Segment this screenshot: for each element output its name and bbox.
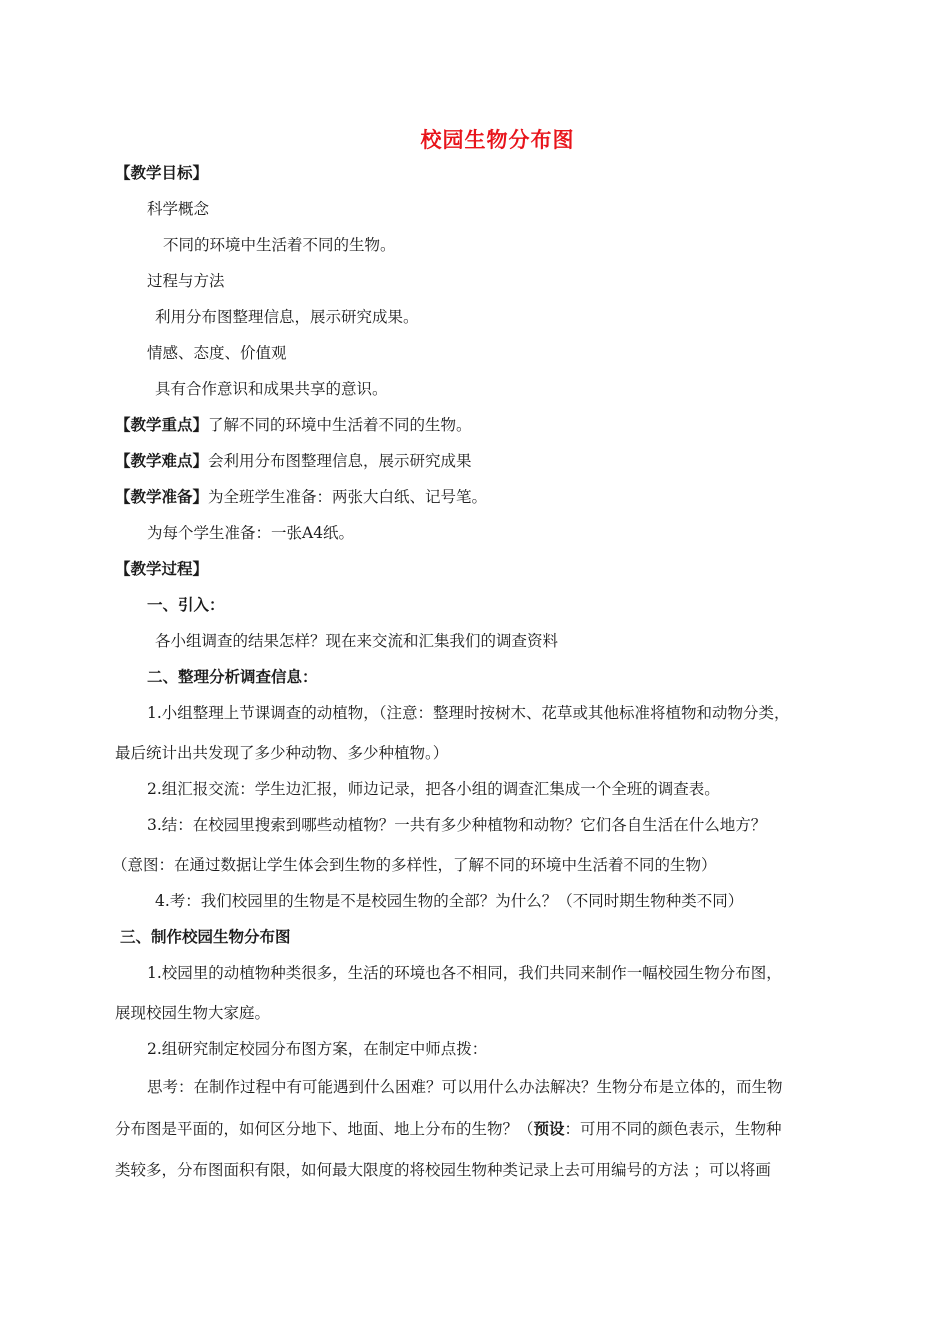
presupposition-label: 预设: [533, 1120, 565, 1138]
section-2-item-3-note: （意图：在通过数据让学生体会到生物的多样性，了解不同的环境中生活着不同的生物）: [112, 856, 717, 874]
preparation-line: [115, 487, 487, 507]
attitude-label: 情感、态度、价值观: [147, 344, 287, 362]
preparation-text: 为全班学生准备：两张大白纸、记号笔。: [208, 488, 488, 506]
section-2-item-1b: 最后统计出共发现了多少种动物、多少种植物。）: [115, 744, 449, 762]
process-label: 过程与方法: [147, 272, 225, 290]
concept-label: 科学概念: [147, 200, 210, 218]
preparation-heading: 【教学准备】: [115, 488, 209, 506]
section-3-think-b-part2: ：可用不同的颜色表示，生物种: [564, 1120, 782, 1138]
section-3-item-1a: 1.校园里的动植物种类很多，生活的环境也各不相同，我们共同来制作一幅校园生物分布图，: [147, 964, 782, 982]
section-3-heading: 三、制作校园生物分布图: [120, 928, 291, 946]
difficulty-text: 会利用分布图整理信息，展示研究成果: [208, 452, 472, 470]
key-point-line: [115, 415, 472, 435]
document-title: 校园生物分布图: [420, 128, 575, 152]
section-2-item-3: 3.结：在校园里搜索到哪些动植物？一共有多少种植物和动物？它们各自生活在什么地方？: [147, 816, 767, 834]
intro-heading: 一、引入：: [147, 596, 225, 614]
section-3-item-1b: 展现校园生物大家庭。: [115, 1004, 271, 1022]
section-2-item-2: 2.组汇报交流：学生边汇报，师边记录，把各小组的调查汇集成一个全班的调查表。: [147, 780, 720, 798]
goals-heading: 【教学目标】: [115, 164, 209, 182]
section-3-think-a: 思考：在制作过程中有可能遇到什么困难？可以用什么办法解决？生物分布是立体的，而生物: [147, 1078, 783, 1096]
attitude-text: 具有合作意识和成果共享的意识。: [155, 380, 388, 398]
section-3-think-b: [115, 1119, 782, 1139]
difficulty-line: [115, 451, 472, 471]
process-text: 利用分布图整理信息，展示研究成果。: [155, 308, 419, 326]
intro-text: 各小组调查的结果怎样？现在来交流和汇集我们的调查资料: [155, 632, 559, 650]
key-point-text: 了解不同的环境中生活着不同的生物。: [208, 416, 472, 434]
section-3-think-b-part1: 分布图是平面的，如何区分地下、地面、地上分布的生物？（: [115, 1120, 534, 1138]
difficulty-heading: 【教学难点】: [115, 452, 209, 470]
process-heading: 【教学过程】: [115, 560, 209, 578]
section-2-heading: 二、整理分析调查信息：: [147, 668, 318, 686]
section-2-item-4: 4.考：我们校园里的生物是不是校园生物的全部？为什么？（不同时期生物种类不同）: [155, 892, 744, 910]
preparation-text-2: 为每个学生准备：一张A4纸。: [147, 524, 355, 542]
concept-text: 不同的环境中生活着不同的生物。: [163, 236, 396, 254]
section-3-item-2: 2.组研究制定校园分布图方案，在制定中师点拨：: [147, 1040, 488, 1058]
section-2-item-1a: 1.小组整理上节课调查的动植物，（注意：整理时按树木、花草或其他标准将植物和动物分类，: [147, 704, 790, 722]
key-point-heading: 【教学重点】: [115, 416, 209, 434]
section-3-think-c: 类较多，分布图面积有限，如何最大限度的将校园生物种类记录上去可用编号的方法 ；可以将画: [115, 1161, 771, 1179]
